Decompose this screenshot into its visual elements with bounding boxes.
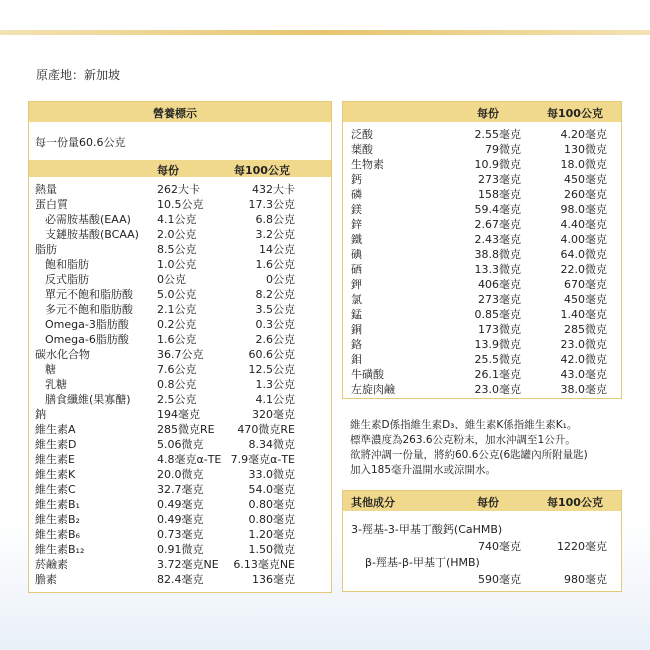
per-serving-value: 32.7毫克 bbox=[157, 483, 204, 496]
nutrient-name: 碘 bbox=[351, 248, 362, 261]
nutrition-row bbox=[29, 451, 331, 466]
nutrient-name: 必需胺基酸(EAA) bbox=[45, 213, 131, 226]
per-serving-value: 0.8公克 bbox=[157, 378, 197, 391]
other-ingredient-name-row bbox=[343, 521, 621, 536]
nutrient-name: 維生素A bbox=[35, 423, 76, 436]
nutrient-name: 維生素E bbox=[35, 453, 75, 466]
micronutrient-row bbox=[343, 186, 621, 201]
per-100g-value: 432大卡 bbox=[252, 183, 295, 196]
per-100g-value: 38.0毫克 bbox=[560, 383, 607, 396]
nutrient-name: 維生素B₆ bbox=[35, 528, 80, 541]
ingredient-name: 3-羥基-3-甲基丁酸鈣(CaHMB) bbox=[351, 523, 503, 536]
col-per-serving: 每份 bbox=[477, 107, 499, 120]
micronutrient-rows bbox=[343, 122, 621, 396]
nutrition-facts-header bbox=[29, 102, 331, 122]
micronutrient-row bbox=[343, 141, 621, 156]
micronutrient-row bbox=[343, 231, 621, 246]
per-100g-value: 12.5公克 bbox=[248, 363, 295, 376]
micronutrient-row bbox=[343, 351, 621, 366]
per-serving-value: 2.0公克 bbox=[157, 228, 197, 241]
per-100g-value: 4.1公克 bbox=[255, 393, 295, 406]
nutrition-row bbox=[29, 361, 331, 376]
nutrient-name: 脂肪 bbox=[35, 243, 57, 256]
per-serving-value: 59.4毫克 bbox=[474, 203, 521, 216]
per-serving-value: 173微克 bbox=[478, 323, 521, 336]
per-serving-value: 0.85毫克 bbox=[474, 308, 521, 321]
per-100g-value: 470微克RE bbox=[237, 423, 295, 436]
nutrition-row bbox=[29, 211, 331, 226]
nutrition-row bbox=[29, 331, 331, 346]
serving-size: 每一份量60.6公克 bbox=[35, 136, 126, 149]
micronutrient-row bbox=[343, 276, 621, 291]
nutrient-name: 多元不飽和脂肪酸 bbox=[45, 303, 133, 316]
per-100g-value: 450毫克 bbox=[564, 173, 607, 186]
per-serving-value: 38.8微克 bbox=[474, 248, 521, 261]
nutrient-name: 鉬 bbox=[351, 353, 362, 366]
micronutrient-row bbox=[343, 306, 621, 321]
per-serving-value: 82.4毫克 bbox=[157, 573, 204, 586]
nutrition-facts-panel bbox=[28, 101, 332, 593]
col-per-serving: 每份 bbox=[477, 496, 499, 509]
micronutrients-panel bbox=[342, 101, 622, 399]
per-serving-value: 26.1毫克 bbox=[474, 368, 521, 381]
per-100g-value: 285微克 bbox=[564, 323, 607, 336]
per-serving-value: 590毫克 bbox=[478, 573, 521, 586]
gold-divider bbox=[0, 30, 650, 35]
per-serving-value: 0公克 bbox=[157, 273, 186, 286]
per-100g-value: 2.6公克 bbox=[255, 333, 295, 346]
per-100g-value: 670毫克 bbox=[564, 278, 607, 291]
per-serving-value: 0.2公克 bbox=[157, 318, 197, 331]
col-per-100g: 每100公克 bbox=[547, 496, 603, 509]
per-serving-value: 1.6公克 bbox=[157, 333, 197, 346]
per-serving-value: 0.49毫克 bbox=[157, 498, 204, 511]
nutrient-name: 錳 bbox=[351, 308, 362, 321]
nutrition-row bbox=[29, 271, 331, 286]
per-100g-value: 130微克 bbox=[564, 143, 607, 156]
per-100g-value: 6.13毫克NE bbox=[233, 558, 295, 571]
per-100g-value: 260毫克 bbox=[564, 188, 607, 201]
country-of-origin: 原產地：新加坡 bbox=[36, 68, 121, 82]
per-100g-value: 4.20毫克 bbox=[560, 128, 607, 141]
per-serving-value: 158毫克 bbox=[478, 188, 521, 201]
nutrition-row bbox=[29, 526, 331, 541]
per-serving-value: 8.5公克 bbox=[157, 243, 197, 256]
per-serving-value: 4.1公克 bbox=[157, 213, 197, 226]
per-serving-value: 79微克 bbox=[485, 143, 521, 156]
nutrient-name: 鉻 bbox=[351, 338, 362, 351]
per-100g-value: 1.20毫克 bbox=[248, 528, 295, 541]
nutrient-name: 鈣 bbox=[351, 173, 362, 186]
nutrient-name: 硒 bbox=[351, 263, 362, 276]
nutrient-name: 磷 bbox=[351, 188, 362, 201]
per-100g-value: 3.5公克 bbox=[255, 303, 295, 316]
per-100g-value: 3.2公克 bbox=[255, 228, 295, 241]
nutrition-rows bbox=[29, 177, 331, 586]
per-100g-value: 1220毫克 bbox=[557, 540, 607, 553]
per-100g-value: 42.0微克 bbox=[560, 353, 607, 366]
other-ingredient-value-row bbox=[343, 536, 621, 554]
nutrient-name: 蛋白質 bbox=[35, 198, 68, 211]
micronutrient-row bbox=[343, 171, 621, 186]
micronutrient-row bbox=[343, 216, 621, 231]
per-100g-value: 98.0毫克 bbox=[560, 203, 607, 216]
micronutrient-row bbox=[343, 261, 621, 276]
per-100g-value: 0.80毫克 bbox=[248, 513, 295, 526]
ingredient-name: β-羥基-β-甲基丁(HMB) bbox=[365, 556, 480, 569]
per-100g-value: 8.34微克 bbox=[248, 438, 295, 451]
micronutrient-row bbox=[343, 381, 621, 396]
nutrition-row bbox=[29, 511, 331, 526]
nutrient-name: 維生素D bbox=[35, 438, 77, 451]
per-serving-value: 273毫克 bbox=[478, 293, 521, 306]
col-per-serving: 每份 bbox=[157, 164, 179, 177]
nutrient-name: 鈉 bbox=[35, 408, 46, 421]
nutrient-name: 菸鹼素 bbox=[35, 558, 68, 571]
per-serving-value: 1.0公克 bbox=[157, 258, 197, 271]
note-line: 維生素D係指維生素D₃、維生素K係指維生素K₁。 bbox=[350, 419, 578, 431]
per-serving-value: 285微克RE bbox=[157, 423, 215, 436]
per-100g-value: 0.80毫克 bbox=[248, 498, 295, 511]
per-serving-value: 273毫克 bbox=[478, 173, 521, 186]
per-100g-value: 1.40毫克 bbox=[560, 308, 607, 321]
nutrient-name: 牛磺酸 bbox=[351, 368, 384, 381]
nutrition-row bbox=[29, 466, 331, 481]
per-100g-value: 136毫克 bbox=[252, 573, 295, 586]
per-100g-value: 4.40毫克 bbox=[560, 218, 607, 231]
nutrient-name: 單元不飽和脂肪酸 bbox=[45, 288, 133, 301]
nutrition-row bbox=[29, 316, 331, 331]
nutrient-name: 左旋肉鹼 bbox=[351, 383, 395, 396]
per-100g-value: 7.9毫克α-TE bbox=[230, 453, 295, 466]
per-serving-value: 2.67毫克 bbox=[474, 218, 521, 231]
per-serving-value: 740毫克 bbox=[478, 540, 521, 553]
per-serving-value: 406毫克 bbox=[478, 278, 521, 291]
other-ingredient-value-row bbox=[343, 569, 621, 587]
micronutrients-header bbox=[343, 102, 621, 122]
note-line: 加入185毫升溫開水或涼開水。 bbox=[350, 464, 497, 476]
micronutrient-row bbox=[343, 156, 621, 171]
per-100g-value: 320毫克 bbox=[252, 408, 295, 421]
per-100g-value: 1.50微克 bbox=[248, 543, 295, 556]
note-line: 欲將沖調一份量，將約60.6公克(6匙罐內所附量匙) bbox=[350, 449, 588, 461]
nutrition-row bbox=[29, 196, 331, 211]
nutrition-row bbox=[29, 226, 331, 241]
nutrient-name: 葉酸 bbox=[351, 143, 373, 156]
nutrition-row bbox=[29, 436, 331, 451]
nutrition-row bbox=[29, 541, 331, 556]
per-serving-value: 262大卡 bbox=[157, 183, 200, 196]
nutrition-row bbox=[29, 496, 331, 511]
micronutrient-row bbox=[343, 291, 621, 306]
nutrient-name: 反式脂肪 bbox=[45, 273, 89, 286]
nutrition-row bbox=[29, 421, 331, 436]
micronutrient-row bbox=[343, 126, 621, 141]
per-100g-value: 33.0微克 bbox=[248, 468, 295, 481]
per-100g-value: 18.0微克 bbox=[560, 158, 607, 171]
col-per-100g: 每100公克 bbox=[547, 107, 603, 120]
other-ingredients-panel bbox=[342, 490, 622, 592]
micronutrient-row bbox=[343, 336, 621, 351]
per-serving-value: 36.7公克 bbox=[157, 348, 204, 361]
per-serving-value: 7.6公克 bbox=[157, 363, 197, 376]
per-100g-value: 64.0微克 bbox=[560, 248, 607, 261]
other-ingredients-header bbox=[343, 491, 621, 511]
nutrient-name: 維生素B₂ bbox=[35, 513, 80, 526]
nutrition-row bbox=[29, 556, 331, 571]
per-serving-value: 23.0毫克 bbox=[474, 383, 521, 396]
per-serving-value: 5.06微克 bbox=[157, 438, 204, 451]
per-serving-value: 25.5微克 bbox=[474, 353, 521, 366]
nutrient-name: 鎂 bbox=[351, 203, 362, 216]
nutrient-name: 泛酸 bbox=[351, 128, 373, 141]
nutrition-column-header bbox=[29, 160, 331, 177]
per-serving-value: 0.91微克 bbox=[157, 543, 204, 556]
per-100g-value: 17.3公克 bbox=[248, 198, 295, 211]
nutrient-name: 銅 bbox=[351, 323, 362, 336]
nutrient-name: 維生素C bbox=[35, 483, 76, 496]
nutrient-name: 鐵 bbox=[351, 233, 362, 246]
per-serving-value: 10.9微克 bbox=[474, 158, 521, 171]
other-ingredient-rows bbox=[343, 511, 621, 587]
per-serving-value: 2.1公克 bbox=[157, 303, 197, 316]
micronutrient-row bbox=[343, 246, 621, 261]
per-serving-value: 2.55毫克 bbox=[474, 128, 521, 141]
per-100g-value: 0公克 bbox=[266, 273, 295, 286]
micronutrient-row bbox=[343, 321, 621, 336]
nutrition-row bbox=[29, 376, 331, 391]
nutrition-row bbox=[29, 286, 331, 301]
nutrition-row bbox=[29, 481, 331, 496]
nutrient-name: 熱量 bbox=[35, 183, 57, 196]
nutrient-name: 維生素B₁₂ bbox=[35, 543, 85, 556]
per-100g-value: 8.2公克 bbox=[255, 288, 295, 301]
per-100g-value: 1.6公克 bbox=[255, 258, 295, 271]
per-100g-value: 22.0微克 bbox=[560, 263, 607, 276]
per-100g-value: 980毫克 bbox=[564, 573, 607, 586]
per-serving-value: 0.73毫克 bbox=[157, 528, 204, 541]
nutrient-name: 膳食纖維(果寡醣) bbox=[45, 393, 131, 406]
per-100g-value: 450毫克 bbox=[564, 293, 607, 306]
nutrition-row bbox=[29, 301, 331, 316]
other-ingredient-name-row bbox=[343, 554, 621, 569]
nutrition-row bbox=[29, 571, 331, 586]
nutrient-name: 維生素B₁ bbox=[35, 498, 80, 511]
nutrient-name: 糖 bbox=[45, 363, 56, 376]
per-serving-value: 194毫克 bbox=[157, 408, 200, 421]
micronutrient-row bbox=[343, 201, 621, 216]
nutrient-name: 鉀 bbox=[351, 278, 362, 291]
per-serving-value: 10.5公克 bbox=[157, 198, 204, 211]
per-serving-value: 13.9微克 bbox=[474, 338, 521, 351]
per-100g-value: 43.0毫克 bbox=[560, 368, 607, 381]
nutrient-name: 鋅 bbox=[351, 218, 362, 231]
nutrient-name: 氯 bbox=[351, 293, 362, 306]
per-serving-value: 0.49毫克 bbox=[157, 513, 204, 526]
col-per-100g: 每100公克 bbox=[234, 164, 290, 177]
nutrition-row bbox=[29, 181, 331, 196]
per-serving-value: 20.0微克 bbox=[157, 468, 204, 481]
notes bbox=[350, 418, 625, 478]
per-serving-value: 2.43毫克 bbox=[474, 233, 521, 246]
per-100g-value: 60.6公克 bbox=[248, 348, 295, 361]
nutrient-name: Omega-3脂肪酸 bbox=[45, 318, 129, 331]
nutrition-row bbox=[29, 241, 331, 256]
nutrient-name: 生物素 bbox=[351, 158, 384, 171]
nutrient-name: 碳水化合物 bbox=[35, 348, 90, 361]
nutrition-row bbox=[29, 256, 331, 271]
nutrient-name: 維生素K bbox=[35, 468, 76, 481]
per-100g-value: 23.0微克 bbox=[560, 338, 607, 351]
nutrient-name: 支鏈胺基酸(BCAA) bbox=[45, 228, 139, 241]
nutrition-row bbox=[29, 391, 331, 406]
per-100g-value: 1.3公克 bbox=[255, 378, 295, 391]
other-ingredients-title: 其他成分 bbox=[351, 496, 395, 509]
nutrition-row bbox=[29, 346, 331, 361]
per-100g-value: 6.8公克 bbox=[255, 213, 295, 226]
note-line: 標準濃度為263.6公克粉末，加水沖調至1公升。 bbox=[350, 434, 576, 446]
per-serving-value: 5.0公克 bbox=[157, 288, 197, 301]
nutrient-name: 乳糖 bbox=[45, 378, 67, 391]
per-100g-value: 54.0毫克 bbox=[248, 483, 295, 496]
nutrition-row bbox=[29, 406, 331, 421]
per-serving-value: 2.5公克 bbox=[157, 393, 197, 406]
per-serving-value: 3.72毫克NE bbox=[157, 558, 219, 571]
nutrient-name: 飽和脂肪 bbox=[45, 258, 89, 271]
nutrient-name: Omega-6脂肪酸 bbox=[45, 333, 129, 346]
micronutrient-row bbox=[343, 366, 621, 381]
per-serving-value: 4.8毫克α-TE bbox=[157, 453, 222, 466]
per-100g-value: 4.00毫克 bbox=[560, 233, 607, 246]
per-100g-value: 0.3公克 bbox=[255, 318, 295, 331]
per-100g-value: 14公克 bbox=[259, 243, 295, 256]
nutrient-name: 膽素 bbox=[35, 573, 57, 586]
per-serving-value: 13.3微克 bbox=[474, 263, 521, 276]
nutrition-facts-title: 營養標示 bbox=[153, 107, 197, 120]
